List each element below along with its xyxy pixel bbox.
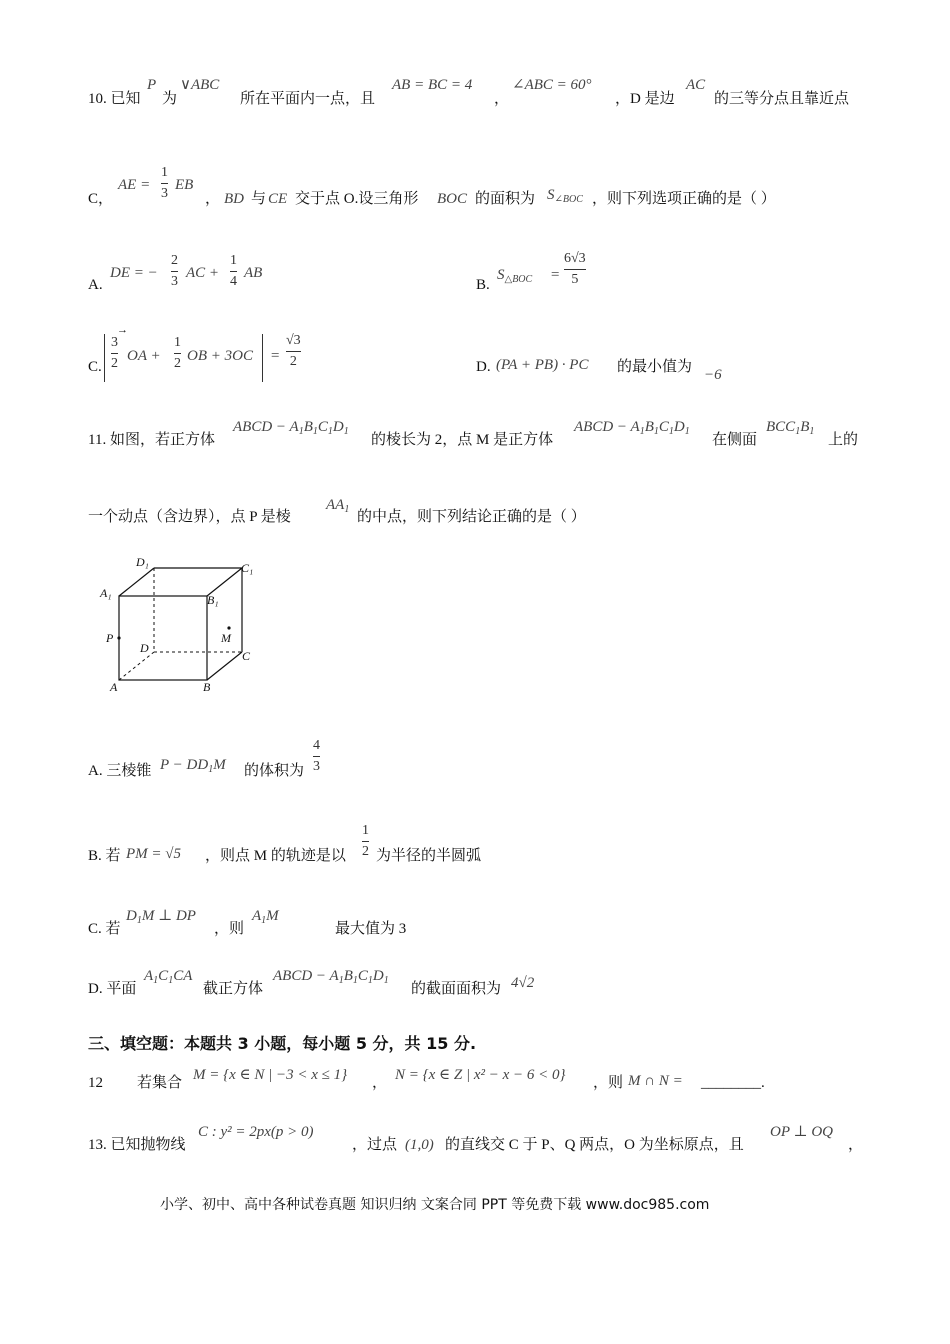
front-face xyxy=(119,596,207,680)
q10-text-1: 10. 已知 xyxy=(88,91,141,107)
label-a: A xyxy=(110,680,118,694)
q11-option-b-expr: PM = √5 xyxy=(126,846,182,862)
q10-comma: ， xyxy=(494,91,510,107)
q11-option-c-expr: $D_1M$ ⊥ DP xyxy=(126,908,196,926)
q11-option-c-text2: ，则 xyxy=(214,921,245,937)
q11-text-4: 上的 xyxy=(828,432,859,448)
q11-option-b-text: B. 若 xyxy=(88,848,121,864)
q11-option-a-expr: $P - DD_1M$ xyxy=(160,757,226,775)
q12-comma: ， xyxy=(372,1075,388,1091)
q11-option-d-text: D. 平面 xyxy=(88,981,137,997)
q10-ae-frac xyxy=(161,166,168,201)
q10-option-a-frac1: 2 3 xyxy=(171,253,178,289)
q10-option-d-label: D. xyxy=(476,359,491,375)
q10-triangle: ∨ABC xyxy=(180,77,220,93)
q10-area-symbol: $S_{\angle BOC}$ xyxy=(547,187,583,205)
edge-b1c1 xyxy=(207,568,242,596)
q10-text-2: 为 xyxy=(162,91,178,107)
q11-option-d-text2: 截正方体 xyxy=(203,981,264,997)
section-3-heading: 三、填空题：本题共 3 小题，每小题 5 分，共 15 分. xyxy=(88,1034,477,1053)
q13-curve: C : y² = 2px(p > 0) xyxy=(198,1124,314,1140)
q10-option-b-label: B. xyxy=(476,277,490,293)
q11-text-1: 11. 如图，若正方体 xyxy=(88,432,215,448)
q11-option-d-text3: 的截面面积为 xyxy=(411,981,502,997)
q10-text-4: ，D 是边 xyxy=(615,91,675,107)
q11-option-a-text2: 的体积为 xyxy=(244,763,305,779)
q10-option-c-m2: OB + 3OC xyxy=(187,348,253,364)
q12-text: 若集合 xyxy=(137,1075,183,1091)
point-p-dot xyxy=(117,636,120,639)
q10-text-10: 的面积为 xyxy=(475,191,536,207)
q11-option-c-text3: 最大值为 3 xyxy=(335,921,407,937)
q11-text-6: 的中点，则下列结论正确的是（ ） xyxy=(357,509,586,525)
q10-option-c-label: C. xyxy=(88,359,102,375)
label-c1: C₁ xyxy=(241,561,254,575)
edge-bc xyxy=(207,652,242,680)
q11-text-3: 在侧面 xyxy=(712,432,758,448)
q13-text: 13. 已知抛物线 xyxy=(88,1137,186,1153)
cube-figure xyxy=(96,552,266,702)
q11-option-a-frac: 4 3 xyxy=(313,738,320,774)
q10-option-c-m1: OA + xyxy=(127,348,161,364)
q10-text-9: 交于点 O.设三角形 xyxy=(295,191,419,207)
q10-option-c-frac1: 3 2 xyxy=(111,335,118,371)
q11-option-b-text3: 为半径的半圆弧 xyxy=(376,848,482,864)
q10-angle: ∠ABC = 60° xyxy=(512,77,592,93)
label-d: D xyxy=(140,641,149,655)
q11-option-c-text: C. 若 xyxy=(88,921,121,937)
q10-option-a-mid: AC + xyxy=(186,265,220,281)
label-a1: A₁ xyxy=(100,586,112,600)
q10-text-7: ， xyxy=(205,191,221,207)
q10-option-a-left: DE = − xyxy=(110,265,158,281)
q13-perp: OP ⊥ OQ xyxy=(770,1124,833,1140)
q11-option-c-expr2: $A_1M$ xyxy=(252,908,279,926)
q10-option-d-expr: (PA + PB) · PC xyxy=(496,357,589,373)
q10-option-c-eq: = xyxy=(270,348,281,364)
q10-option-c-vector-arrow: → xyxy=(117,324,128,336)
q10-option-d-val: −6 xyxy=(704,367,722,383)
q10-ae-right: EB xyxy=(175,177,194,193)
q12-expr: M ∩ N = xyxy=(628,1073,683,1089)
q10-option-c-abs-right xyxy=(262,334,263,382)
q10-option-c-frac2: 1 2 xyxy=(174,335,181,371)
label-b1: B₁ xyxy=(207,593,219,607)
q11-face: $BCC_1B_1$ xyxy=(766,419,815,437)
point-m-dot xyxy=(227,626,230,629)
label-d1: D₁ xyxy=(136,555,149,569)
q10-ce: CE xyxy=(268,191,288,207)
label-c: C xyxy=(242,649,251,663)
q13-text3: 的直线交 C 于 P、Q 两点，O 为坐标原点，且 xyxy=(445,1137,744,1153)
q11-text-5: 一个动点（含边界），点 P 是棱 xyxy=(88,509,291,525)
q10-boc: BOC xyxy=(437,191,467,207)
q10-point-p: P xyxy=(147,77,157,93)
q12-set-n: N = {x ∈ Z | x² − x − 6 < 0} xyxy=(395,1067,566,1083)
page-footer: 小学、初中、高中各种试卷真题 知识归纳 文案合同 PPT 等免费下载 www.doc985.com xyxy=(160,1197,710,1213)
edge-a1d1 xyxy=(119,568,154,596)
q10-option-b-left: $S_{\triangle BOC}$ xyxy=(497,267,533,285)
q11-option-d-cube: ABCD − $A_1B_1C_1D_1$ xyxy=(273,968,389,986)
q12-blank[interactable]: ________. xyxy=(701,1075,765,1091)
q11-option-b-frac: 1 2 xyxy=(362,823,369,859)
q11-cube-name-2: ABCD − $A_1B_1C_1D_1$ xyxy=(574,419,690,437)
q11-option-a-text: A. 三棱锥 xyxy=(88,763,152,779)
q10-option-c-abs-left xyxy=(104,334,105,382)
q12-number: 12 xyxy=(88,1075,103,1091)
q10-ae-num: 1 xyxy=(161,165,168,180)
q10-bd: BD xyxy=(224,191,244,207)
q10-option-a-frac2: 1 4 xyxy=(230,253,237,289)
label-b: B xyxy=(203,680,211,694)
q10-option-c-frac3: √3 2 xyxy=(286,333,301,369)
q10-option-b-frac: 6√3 5 xyxy=(564,251,586,287)
q13-text4: ， xyxy=(848,1137,864,1153)
q13-point: (1,0) xyxy=(405,1137,434,1153)
q13-text2: ，过点 xyxy=(352,1137,398,1153)
q10-ab-eq: AB = BC = 4 xyxy=(392,77,473,93)
q11-text-2: 的棱长为 2，点 M 是正方体 xyxy=(371,432,554,448)
q11-option-b-text2: ，则点 M 的轨迹是以 xyxy=(205,848,346,864)
q10-text-6: C， xyxy=(88,191,114,207)
q11-cube-name-1: ABCD − $A_1B_1C_1D_1$ xyxy=(233,419,349,437)
edge-ad-hidden xyxy=(119,652,154,680)
q10-text-3: 所在平面内一点，且 xyxy=(240,91,376,107)
q10-text-5: 的三等分点且靠近点 xyxy=(714,91,850,107)
q12-text2: ，则 xyxy=(593,1075,624,1091)
q10-option-a-label: A. xyxy=(88,277,103,293)
q12-set-m: M = {x ∈ N | −3 < x ≤ 1} xyxy=(193,1067,348,1083)
q10-ae-den: 3 xyxy=(161,186,168,201)
label-p: P xyxy=(106,631,114,645)
q11-option-d-val: 4√2 xyxy=(511,975,535,991)
q10-ac: AC xyxy=(686,77,706,93)
q10-ae-left: AE = xyxy=(118,177,151,193)
q11-edge: $AA_1$ xyxy=(326,497,350,515)
label-m: M xyxy=(221,631,231,645)
q10-option-a-right: AB xyxy=(244,265,263,281)
q10-text-11: ，则下列选项正确的是（ ） xyxy=(592,191,776,207)
q10-option-b-eq: = xyxy=(550,267,561,283)
q10-option-d-text: 的最小值为 xyxy=(617,359,693,375)
q10-text-8: 与 xyxy=(251,191,267,207)
q11-option-d-plane: $A_1C_1CA$ xyxy=(144,968,193,986)
